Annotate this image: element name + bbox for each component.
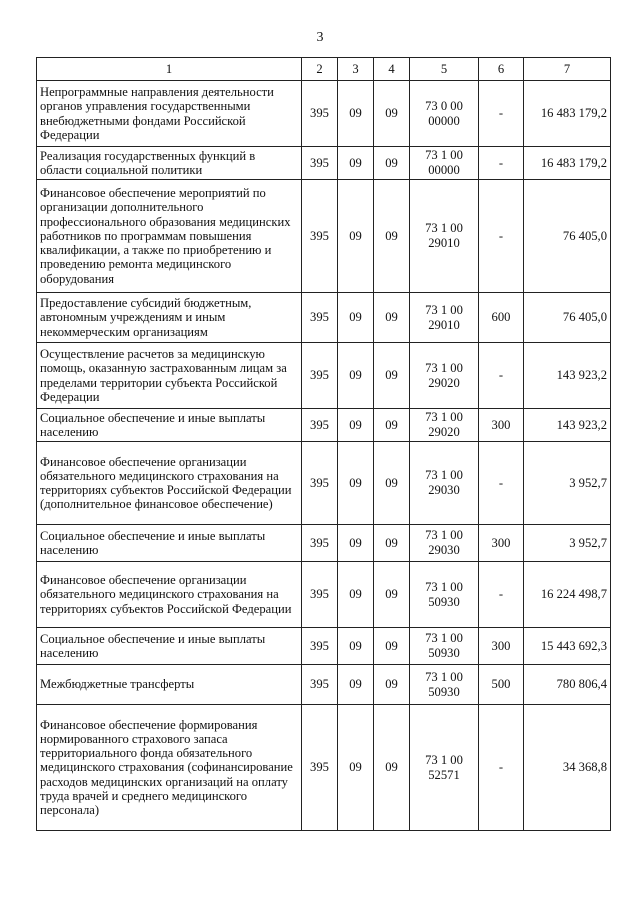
row-col4-cell: 09 <box>374 343 410 409</box>
row-name-cell: Непрограммные направления деятельности органов управления государственными внебюджетными фондами Российской Федерации <box>37 81 302 147</box>
row-code-part-2: 29020 <box>428 425 460 439</box>
row-code-cell <box>410 180 479 293</box>
row-code-part-2: 00000 <box>428 163 460 177</box>
row-code-cell <box>410 442 479 525</box>
row-col2-cell: 395 <box>302 180 338 293</box>
row-name-cell: Финансовое обеспечение организации обязательного медицинского страхования на территориях субъектов Российской Федерации <box>37 562 302 628</box>
row-col3-cell: 09 <box>338 525 374 562</box>
row-col3-cell: 09 <box>338 562 374 628</box>
row-col4-cell: 09 <box>374 628 410 665</box>
row-name-cell: Финансовое обеспечение формирования нормированного страхового запаса территориального фонда обязательного медицинского страхования (софинансирование расходов медицинских организаций на оплату труда врачей и среднего медицинского персонала) <box>37 705 302 831</box>
header-col-7: 7 <box>524 58 611 81</box>
row-col3-cell: 09 <box>338 147 374 180</box>
table-row <box>37 628 611 665</box>
row-name-cell: Финансовое обеспечение мероприятий по организации дополнительного профессионального образования медицинских работников по программам повышения квалификации, а также по приобретению и проведению ремонта медицинского оборудования <box>37 180 302 293</box>
row-name-cell: Финансовое обеспечение организации обязательного медицинского страхования на территориях субъектов Российской Федерации (дополнительное финансовое обеспечение) <box>37 442 302 525</box>
row-col4-cell: 09 <box>374 409 410 442</box>
row-col4-cell: 09 <box>374 293 410 343</box>
table-row <box>37 180 611 293</box>
row-amount-cell: 143 923,2 <box>524 409 611 442</box>
row-name-cell: Социальное обеспечение и иные выплаты населению <box>37 628 302 665</box>
row-code-part-2: 50930 <box>428 594 460 609</box>
header-col-3: 3 <box>338 58 374 81</box>
page-number: 3 <box>316 30 324 45</box>
table-row <box>37 147 611 180</box>
row-name-cell: Реализация государственных функций в области социальной политики <box>37 147 302 180</box>
table-row <box>37 442 611 525</box>
row-col3-cell: 09 <box>338 180 374 293</box>
row-col4-cell: 09 <box>374 180 410 293</box>
row-col4-cell: 09 <box>374 442 410 525</box>
header-col-1: 1 <box>37 58 302 81</box>
row-col2-cell: 395 <box>302 343 338 409</box>
row-col2-cell: 395 <box>302 705 338 831</box>
row-name-cell: Социальное обеспечение и иные выплаты населению <box>37 525 302 562</box>
table-row <box>37 293 611 343</box>
row-code-part-1: 73 1 00 <box>425 148 463 162</box>
table-row <box>37 705 611 831</box>
row-col4-cell: 09 <box>374 147 410 180</box>
row-col6-cell: 300 <box>479 409 524 442</box>
row-code-part-2: 29030 <box>428 543 460 557</box>
row-col6-cell: - <box>479 343 524 409</box>
row-code-part-1: 73 1 00 <box>425 631 463 645</box>
row-code-part-2: 29010 <box>428 317 460 332</box>
row-amount-cell: 780 806,4 <box>524 665 611 705</box>
row-code-part-2: 50930 <box>428 646 460 660</box>
row-code-cell <box>410 409 479 442</box>
header-col-6: 6 <box>479 58 524 81</box>
row-code-part-1: 73 1 00 <box>425 468 463 482</box>
row-col6-cell: - <box>479 81 524 147</box>
row-col2-cell: 395 <box>302 409 338 442</box>
table-row <box>37 409 611 442</box>
row-col2-cell: 395 <box>302 442 338 525</box>
table-row <box>37 81 611 147</box>
row-code-cell <box>410 147 479 180</box>
header-col-2: 2 <box>302 58 338 81</box>
row-col2-cell: 395 <box>302 562 338 628</box>
row-col4-cell: 09 <box>374 705 410 831</box>
row-code-part-1: 73 1 00 <box>425 410 463 424</box>
row-col4-cell: 09 <box>374 562 410 628</box>
row-col6-cell: 300 <box>479 525 524 562</box>
row-amount-cell: 15 443 692,3 <box>524 628 611 665</box>
row-col6-cell: 300 <box>479 628 524 665</box>
row-col6-cell: - <box>479 147 524 180</box>
row-code-part-2: 29010 <box>428 236 460 250</box>
row-col3-cell: 09 <box>338 628 374 665</box>
row-code-part-2: 52571 <box>428 767 460 782</box>
row-code-part-1: 73 0 00 <box>425 98 463 113</box>
row-col3-cell: 09 <box>338 409 374 442</box>
row-col2-cell: 395 <box>302 665 338 705</box>
row-name-cell: Социальное обеспечение и иные выплаты населению <box>37 409 302 442</box>
row-code-cell <box>410 293 479 343</box>
row-amount-cell: 76 405,0 <box>524 293 611 343</box>
row-col2-cell: 395 <box>302 293 338 343</box>
row-code-part-2: 50930 <box>428 684 460 699</box>
row-amount-cell: 34 368,8 <box>524 705 611 831</box>
row-col3-cell: 09 <box>338 81 374 147</box>
table-body <box>37 81 611 831</box>
row-code-cell <box>410 562 479 628</box>
row-col6-cell: - <box>479 180 524 293</box>
row-amount-cell: 16 483 179,2 <box>524 147 611 180</box>
row-name-cell: Предоставление субсидий бюджетным, автономным учреждениям и иным некоммерческим организациям <box>37 293 302 343</box>
table-row <box>37 343 611 409</box>
row-col3-cell: 09 <box>338 442 374 525</box>
row-col4-cell: 09 <box>374 665 410 705</box>
row-code-part-1: 73 1 00 <box>425 528 463 542</box>
budget-table <box>36 57 611 831</box>
row-col2-cell: 395 <box>302 147 338 180</box>
table-row <box>37 525 611 562</box>
row-code-part-2: 29030 <box>428 483 460 497</box>
row-code-cell <box>410 343 479 409</box>
row-code-part-2: 29020 <box>428 375 460 390</box>
row-col6-cell: - <box>479 562 524 628</box>
table-row <box>37 665 611 705</box>
row-code-cell <box>410 81 479 147</box>
table-row <box>37 562 611 628</box>
row-name-cell: Осуществление расчетов за медицинскую помощь, оказанную застрахованным лицам за пределами территории субъекта Российской Федерации <box>37 343 302 409</box>
row-code-cell <box>410 525 479 562</box>
row-col3-cell: 09 <box>338 665 374 705</box>
row-code-part-1: 73 1 00 <box>425 579 463 594</box>
row-amount-cell: 143 923,2 <box>524 343 611 409</box>
row-col3-cell: 09 <box>338 293 374 343</box>
row-code-cell <box>410 628 479 665</box>
row-amount-cell: 76 405,0 <box>524 180 611 293</box>
row-col6-cell: 600 <box>479 293 524 343</box>
row-col3-cell: 09 <box>338 343 374 409</box>
row-code-part-2: 00000 <box>428 113 460 128</box>
row-amount-cell: 3 952,7 <box>524 442 611 525</box>
row-col4-cell: 09 <box>374 525 410 562</box>
row-col2-cell: 395 <box>302 81 338 147</box>
row-amount-cell: 16 224 498,7 <box>524 562 611 628</box>
row-col6-cell: 500 <box>479 665 524 705</box>
row-code-part-1: 73 1 00 <box>425 669 463 684</box>
row-col2-cell: 395 <box>302 525 338 562</box>
header-row <box>37 58 611 81</box>
row-amount-cell: 3 952,7 <box>524 525 611 562</box>
header-col-5: 5 <box>410 58 479 81</box>
row-code-cell <box>410 665 479 705</box>
row-code-cell <box>410 705 479 831</box>
row-col4-cell: 09 <box>374 81 410 147</box>
row-col6-cell: - <box>479 705 524 831</box>
header-col-4: 4 <box>374 58 410 81</box>
row-col6-cell: - <box>479 442 524 525</box>
row-code-part-1: 73 1 00 <box>425 221 463 235</box>
row-code-part-1: 73 1 00 <box>425 752 463 767</box>
row-col3-cell: 09 <box>338 705 374 831</box>
row-code-part-1: 73 1 00 <box>425 302 463 317</box>
row-name-cell: Межбюджетные трансферты <box>37 665 302 705</box>
row-amount-cell: 16 483 179,2 <box>524 81 611 147</box>
row-col2-cell: 395 <box>302 628 338 665</box>
row-code-part-1: 73 1 00 <box>425 360 463 375</box>
